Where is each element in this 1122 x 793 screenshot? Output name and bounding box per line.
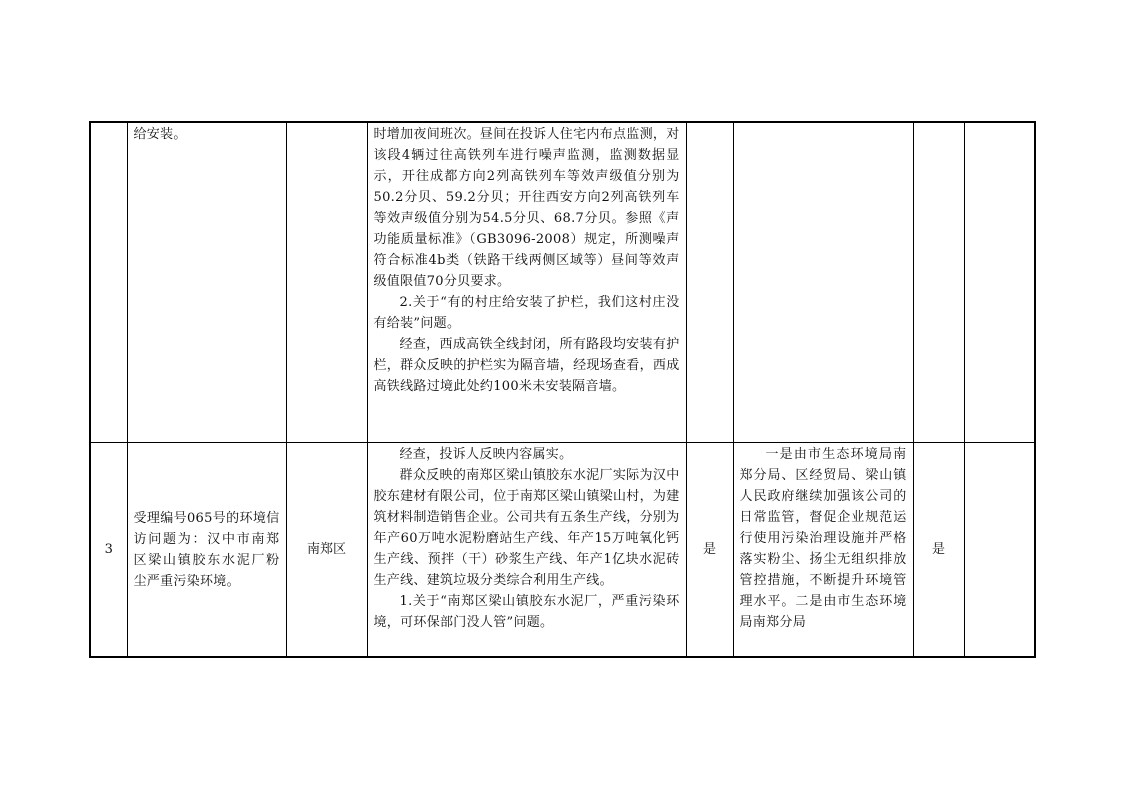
issue-cell <box>127 442 286 657</box>
index-cell <box>90 122 127 442</box>
findings-paragraph: 1.关于“南郑区梁山镇胶东水泥厂，严重污染环境，可环保部门没人管”问题。 <box>373 593 680 630</box>
issue-text: 受理编号065号的环境信访问题为：汉中市南郑区梁山镇胶东水泥厂粉尘严重污染环境。 <box>133 510 280 589</box>
findings-paragraph: 群众反映的南郑区梁山镇胶东水泥厂实际为汉中胶东建材有限公司，位于南郑区梁山镇梁山村，为建筑材料制造销售企业。公司共有五条生产线，分别为年产60万吨水泥粉磨站生产线、年产15万吨氧化钙生产线、预拌（干）砂浆生产线、年产1亿块水泥砖生产线、建筑垃圾分类综合利用生产线。 <box>373 467 680 588</box>
findings-paragraph: 时增加夜间班次。昼间在投诉人住宅内布点监测，对该段4辆过往高铁列车进行噪声监测，监测数据显示，开往成都方向2列高铁列车等效声级值分别为50.2分贝、59.2分贝；开往西安方向2列高铁列车等效声级值分别为54.5分贝、68.7分贝。参照《声功能质量标准》（GB3096-2008）规定，所测噪声符合标准4b类（铁路干线两侧区域等）昼间等效声级值限值70分贝要求。 <box>373 127 680 289</box>
remarks-cell <box>964 122 1035 442</box>
verified-cell <box>686 122 733 442</box>
findings-paragraph: 2.关于“有的村庄给安装了护栏，我们这村庄没有给装”问题。 <box>373 295 680 331</box>
index-cell: 3 <box>90 442 127 657</box>
issue-cell <box>127 122 286 442</box>
measures-cell <box>733 122 913 442</box>
remarks-cell <box>964 442 1035 657</box>
findings-paragraph: 经查，投诉人反映内容属实。 <box>399 446 573 462</box>
closed-cell: 是 <box>913 442 964 657</box>
table-row <box>90 442 1035 657</box>
district-cell <box>286 122 367 442</box>
findings-cell <box>367 122 686 442</box>
measures-cell <box>733 442 913 657</box>
measures-text: 一是由市生态环境局南郑分局、区经贸局、梁山镇人民政府继续加强该公司的日常监管，督促企业规范运行使用污染治理设施并严格落实粉尘、扬尘无组织排放管控措施，不断提升环境管理水平。二是由市生态环境局南郑分局 <box>739 446 907 630</box>
verified-cell: 是 <box>686 442 733 657</box>
issue-text: 给安装。 <box>133 127 187 142</box>
district-cell: 南郑区 <box>286 442 367 657</box>
findings-paragraph: 经查，西成高铁全线封闭，所有路段均安装有护栏，群众反映的护栏实为隔音墙，经现场查看，西成高铁线路过境此处约100米未安装隔音墙。 <box>373 337 680 394</box>
complaint-table <box>89 121 1036 658</box>
closed-cell <box>913 122 964 442</box>
table-row <box>90 122 1035 442</box>
findings-cell <box>367 442 686 657</box>
